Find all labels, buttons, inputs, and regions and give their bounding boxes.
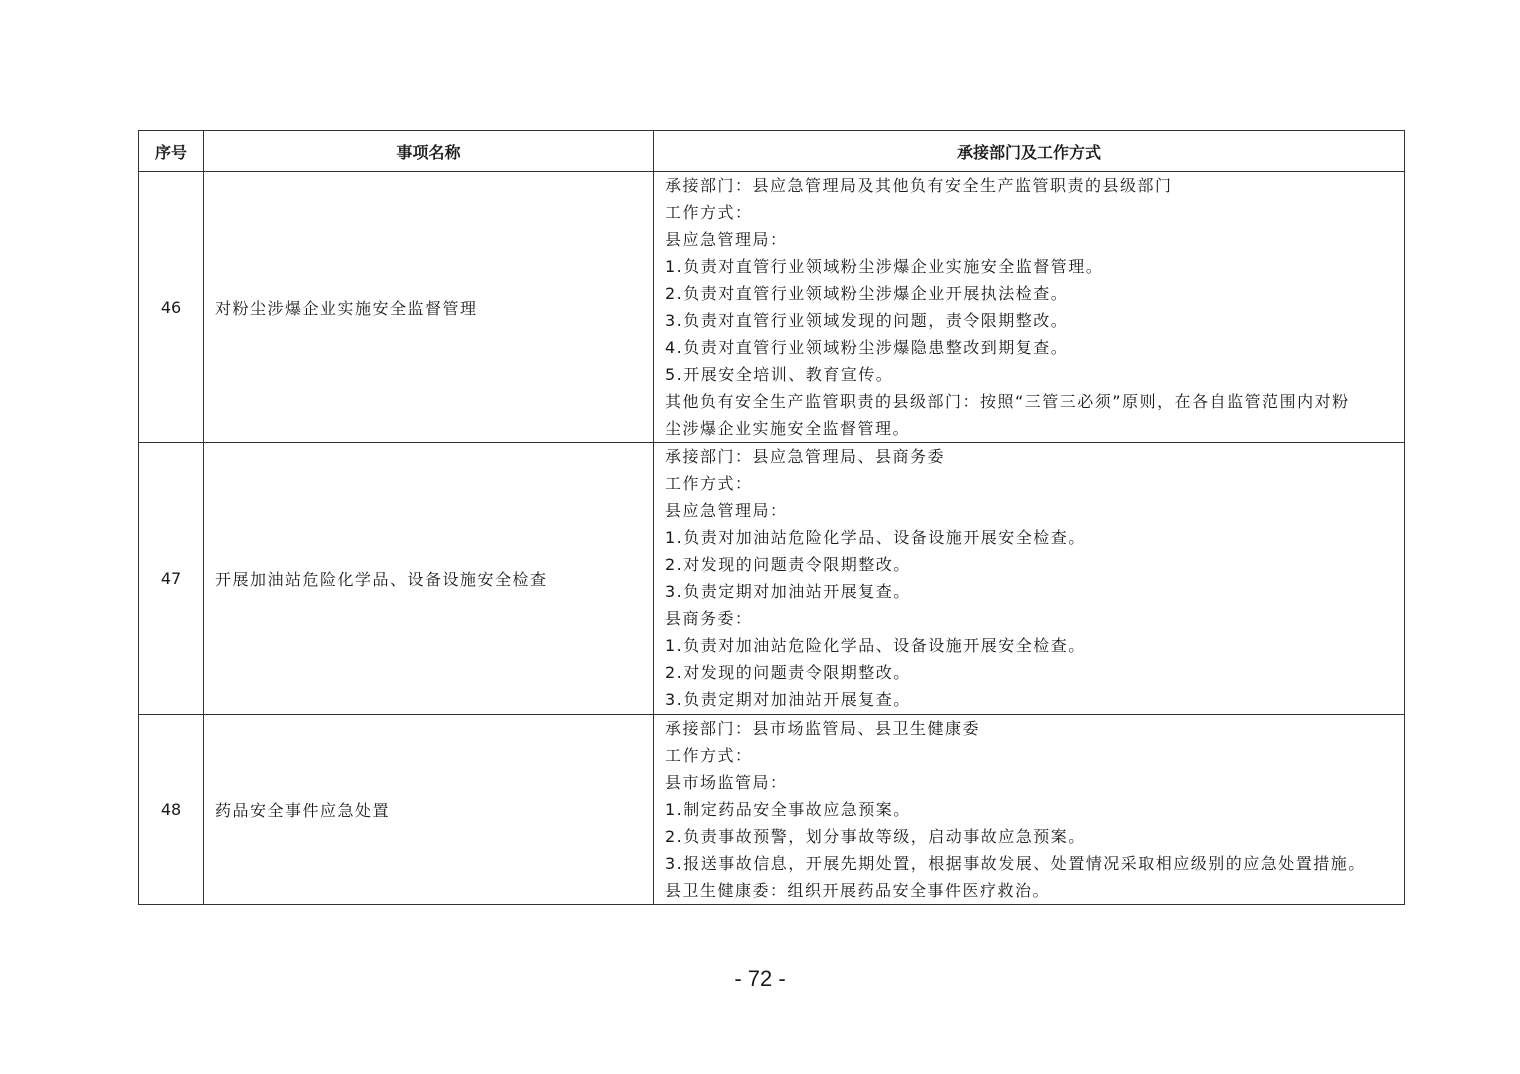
row-number: 47 [139,443,204,715]
detail-line: 工作方式： [665,203,753,222]
detail-line: 县应急管理局： [665,501,788,520]
detail-line: 县卫生健康委：组织开展药品安全事件医疗救治。 [665,881,1051,900]
detail-line: 2.负责事故预警，划分事故等级，启动事故应急预案。 [665,827,1086,846]
row-item-name: 开展加油站危险化学品、设备设施安全检查 [204,443,654,715]
detail-line: 承接部门：县应急管理局及其他负有安全生产监管职责的县级部门 [665,176,1173,195]
row-item-name: 对粉尘涉爆企业实施安全监督管理 [204,172,654,443]
detail-line: 工作方式： [665,474,753,493]
row-detail [654,443,1405,715]
detail-line: 3.负责定期对加油站开展复查。 [665,690,911,709]
detail-line: 县应急管理局： [665,230,788,249]
row-detail [654,172,1405,443]
row-item-name: 药品安全事件应急处置 [204,715,654,905]
responsibility-table [138,130,1405,905]
detail-line: 3.负责对直管行业领域发现的问题，责令限期整改。 [665,311,1069,330]
detail-line: 2.负责对直管行业领域粉尘涉爆企业开展执法检查。 [665,284,1069,303]
detail-line: 尘涉爆企业实施安全监督管理。 [665,419,911,438]
detail-line: 4.负责对直管行业领域粉尘涉爆隐患整改到期复查。 [665,338,1069,357]
detail-line: 3.报送事故信息，开展先期处置，根据事故发展、处置情况采取相应级别的应急处置措施。 [665,854,1366,873]
detail-line: 其他负有安全生产监管职责的县级部门：按照“三管三必须”原则，在各自监管范围内对粉 [665,392,1350,411]
detail-line: 1.负责对加油站危险化学品、设备设施开展安全检查。 [665,636,1086,655]
detail-line: 县商务委： [665,609,753,628]
detail-line: 县市场监管局： [665,773,788,792]
detail-line: 1.负责对直管行业领域粉尘涉爆企业实施安全监督管理。 [665,257,1104,276]
header-serial-number: 序号 [139,131,204,172]
detail-line: 承接部门：县市场监管局、县卫生健康委 [665,719,981,738]
detail-line: 3.负责定期对加油站开展复查。 [665,582,911,601]
table-header-row [139,131,1405,172]
detail-line: 5.开展安全培训、教育宣传。 [665,365,894,384]
row-number: 46 [139,172,204,443]
header-item-name: 事项名称 [204,131,654,172]
detail-line: 承接部门：县应急管理局、县商务委 [665,447,946,466]
detail-line: 2.对发现的问题责令限期整改。 [665,555,911,574]
row-number: 48 [139,715,204,905]
table-row [139,443,1405,715]
detail-line: 2.对发现的问题责令限期整改。 [665,663,911,682]
row-detail [654,715,1405,905]
detail-line: 1.负责对加油站危险化学品、设备设施开展安全检查。 [665,528,1086,547]
table-row [139,715,1405,905]
detail-line: 1.制定药品安全事故应急预案。 [665,800,911,819]
header-department-method: 承接部门及工作方式 [654,131,1405,172]
detail-line: 工作方式： [665,746,753,765]
table-row [139,172,1405,443]
page-number: - 72 - [734,966,786,991]
